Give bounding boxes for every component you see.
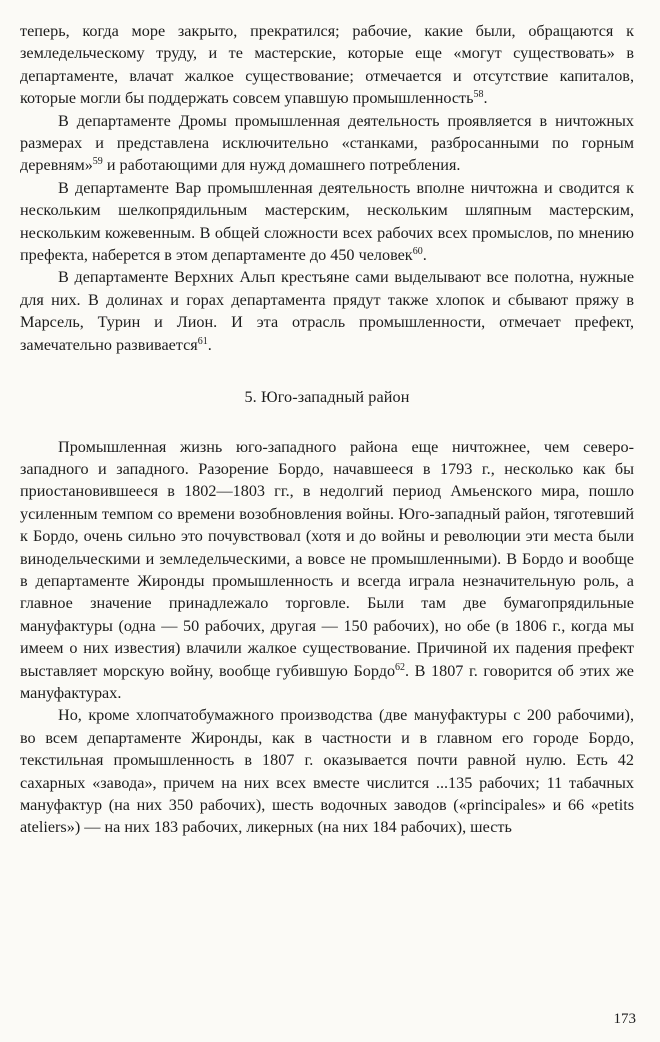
page-text: [20, 20, 634, 839]
footnote-ref: 62: [395, 661, 406, 673]
paragraph: Но, кроме хлопчатобумажного производства (две мануфактуры с 200 рабочими), во всем департаменте Жиронды, как в частности и в главном его городе Бордо, текстильная промышленность в 1807 г. оказывается почти равной нулю. Есть 42 сахарных «завода», причем на них всех вместе числится ...135 рабочих; 11 табачных мануфактур (на них 350 рабочих), шесть водочных заводов («principales» и 66 «petits ateliers») — на них 183 рабочих, ликерных (на них 184 рабочих), шесть: [20, 706, 634, 837]
footnote-ref: 59: [92, 156, 103, 168]
footnote-ref: 58: [473, 89, 484, 101]
footnote-ref: 61: [197, 335, 208, 347]
footnote-ref: 60: [412, 246, 423, 258]
paragraph: В департаменте Верхних Альп крестьяне сами выделывают все полотна, нужные для них. В долинах и горах департамента прядут также хлопок и сбывают пряжу в Марсель, Турин и Лион. И эта отрасль промышленности, отмечает префект, замечательно развивается$^{61}$.: [20, 268, 634, 354]
paragraph: В департаменте Дромы промышленная деятельность проявляется в ничтожных размерах и представлена исключительно «станками, разбросанными по горным деревням»$^{59}$ и работающими для нужд домашнего потребления.: [20, 111, 634, 175]
section-heading: 5. Юго-западный район: [244, 388, 410, 407]
paragraph: теперь, когда море закрыто, прекратился; рабочие, какие были, обращаются к земледельческому труду, и те мастерские, которые еще «могут существовать» в департаменте, влачат жалкое существование; отмечается и отсутствие капиталов, которые могли бы поддержать совсем упавшую промышленность$^{58}$.: [20, 22, 634, 108]
paragraph: В департаменте Вар промышленная деятельность вполне ничтожна и сводится к нескольким шелкопрядильным мастерским, нескольким шляпным мастерским, нескольким кожевенным. В общей сложности всех рабочих всех промыслов, по мнению префекта, наберется в этом департаменте до 450 человек$^{60}$.: [20, 178, 634, 265]
paragraph: Промышленная жизнь юго-западного района еще ничтожнее, чем северо-западного и западного. Разорение Бордо, начавшееся в 1793 г., несколько как бы приостановившееся в 1802—1803 гг., в недолгий период Амьенского мира, пошло усиленным темпом со времени возобновления войны. Юго-западный район, тяготевший к Бордо, очень сильно это почувствовал (хотя и до войны и революции эти места были винодельческими и земледельческими, а вовсе не промышленными). В Бордо и вообще в департаменте Жиронды промышленность и всегда играла незначительную роль, а главное значение принадлежало торговле. Были там две бумагопрядильные мануфактуры (одна — 50 рабочих, другая — 150 рабочих), но обе (в 1806 г., когда мы имеем о них известия) влачили жалкое существование. Причиной их падения префект выставляет морскую войну, вообще губившую Бордо$^{62}$. В 1807 г. говорится об этих же мануфактурах.: [20, 437, 634, 702]
page-number: 173: [613, 1011, 636, 1027]
